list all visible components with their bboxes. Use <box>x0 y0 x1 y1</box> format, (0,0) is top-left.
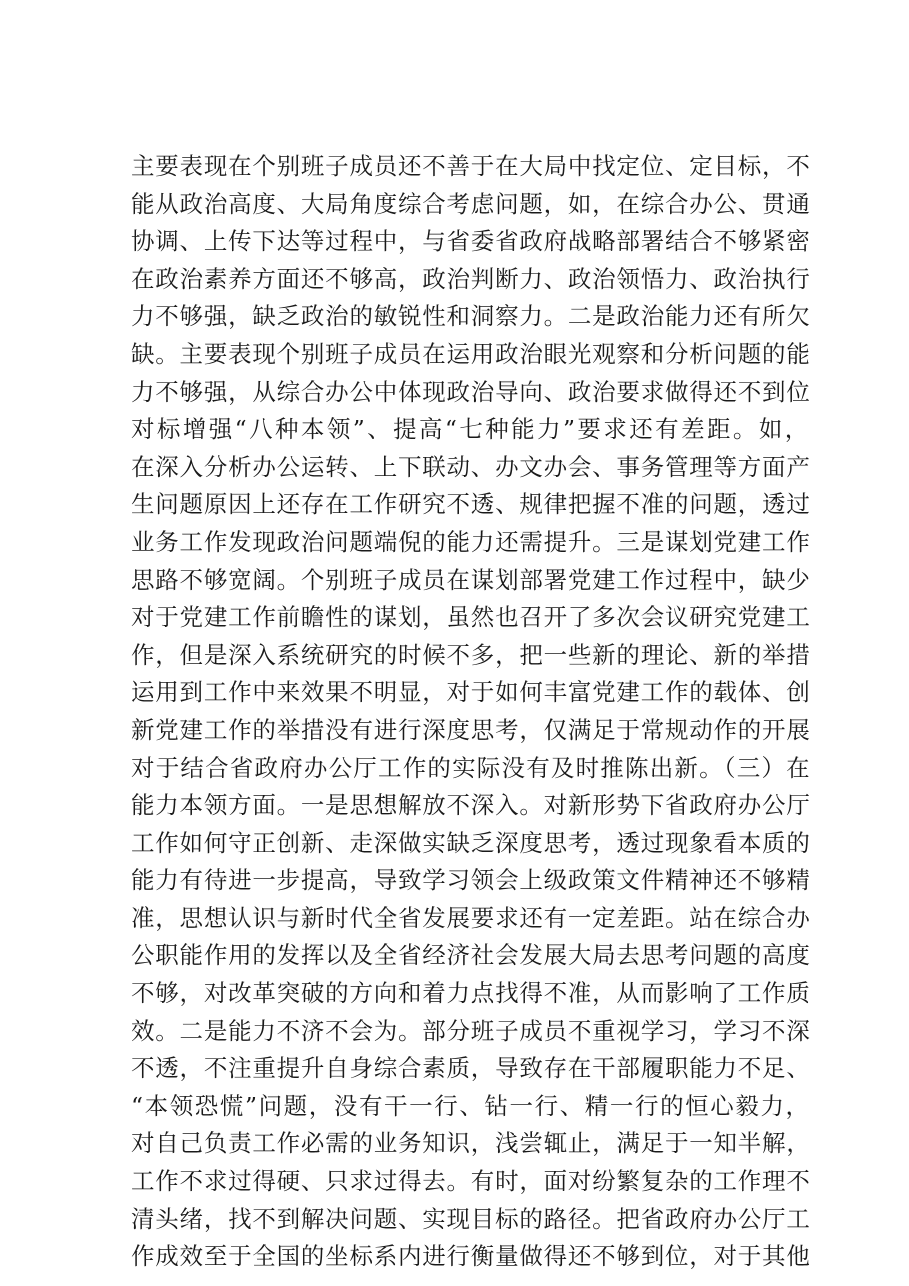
text-line: 运用到工作中来效果不明显，对于如何丰富党建工作的载体、创 <box>131 678 811 707</box>
text-line: 力不够强，从综合办公中体现政治导向、政治要求做得还不到位 <box>131 377 811 406</box>
text-line: 协调、上传下达等过程中，与省委省政府战略部署结合不够紧密 <box>131 227 811 256</box>
text-line: 工作不求过得硬、只求过得去。有时，面对纷繁复杂的工作理不 <box>131 1167 811 1196</box>
body-text <box>131 148 811 1276</box>
text-line: 对标增强“八种本领”、提高“七种能力”要求还有差距。如， <box>131 415 811 444</box>
text-line: 能从政治高度、大局角度综合考虑问题，如，在综合办公、贯通 <box>131 189 811 218</box>
text-line: 不透，不注重提升自身综合素质，导致存在干部履职能力不足、 <box>131 1054 811 1083</box>
text-line: 能力有待进一步提高，导致学习领会上级政策文件精神还不够精 <box>131 866 811 895</box>
text-line: 主要表现在个别班子成员还不善于在大局中找定位、定目标，不 <box>131 152 811 180</box>
text-line: 作，但是深入系统研究的时候不多，把一些新的理论、新的举措 <box>131 640 811 669</box>
text-line: 新党建工作的举措没有进行深度思考，仅满足于常规动作的开展 <box>131 715 811 744</box>
text-line: 力不够强，缺乏政治的敏锐性和洞察力。二是政治能力还有所欠 <box>131 302 811 331</box>
text-line: 思路不够宽阔。个别班子成员在谋划部署党建工作过程中，缺少 <box>131 565 811 594</box>
text-line: 缺。主要表现个别班子成员在运用政治眼光观察和分析问题的能 <box>131 339 811 368</box>
text-line: 业务工作发现政治问题端倪的能力还需提升。三是谋划党建工作 <box>131 527 811 556</box>
text-line: 公职能作用的发挥以及全省经济社会发展大局去思考问题的高度 <box>131 941 811 970</box>
text-line: 对于党建工作前瞻性的谋划，虽然也召开了多次会议研究党建工 <box>131 603 811 632</box>
text-line: 不够，对改革突破的方向和着力点找得不准，从而影响了工作质 <box>131 979 811 1008</box>
text-line: 生问题原因上还存在工作研究不透、规律把握不准的问题，透过 <box>131 490 811 519</box>
text-line: 在深入分析办公运转、上下联动、办文办会、事务管理等方面产 <box>131 452 811 481</box>
text-line: 清头绪，找不到解决问题、实现目标的路径。把省政府办公厅工 <box>131 1204 811 1233</box>
text-line: 作成效至于全国的坐标系内进行衡量做得还不够到位，对于其他 <box>131 1242 811 1271</box>
text-line: “本领恐慌”问题，没有干一行、钻一行、精一行的恒心毅力， <box>131 1091 811 1120</box>
text-line: 对于结合省政府办公厅工作的实际没有及时推陈出新。（三）在 <box>131 753 811 782</box>
text-line: 对自己负责工作必需的业务知识，浅尝辄止，满足于一知半解， <box>131 1129 811 1158</box>
text-line: 工作如何守正创新、走深做实缺乏深度思考，透过现象看本质的 <box>131 828 811 857</box>
text-line: 能力本领方面。一是思想解放不深入。对新形势下省政府办公厅 <box>131 791 811 820</box>
text-line: 准，思想认识与新时代全省发展要求还有一定差距。站在综合办 <box>131 903 811 932</box>
text-line: 在政治素养方面还不够高，政治判断力、政治领悟力、政治执行 <box>131 264 811 293</box>
text-line: 效。二是能力不济不会为。部分班子成员不重视学习，学习不深 <box>131 1016 811 1045</box>
